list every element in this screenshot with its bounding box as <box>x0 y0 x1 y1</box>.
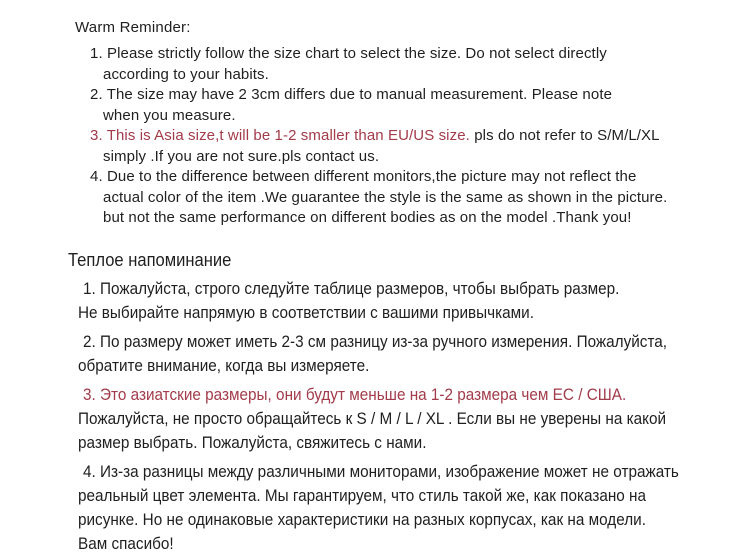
reminder-line: реальный цвет элемента. Мы гарантируем, что стиль такой же, как показано на <box>78 485 647 505</box>
reminder-line: actual color of the item .We guarantee the style is the same as shown in the picture. <box>103 188 668 206</box>
reminder-line: Не выбирайте напрямую в соответствии с вашими привычками. <box>78 302 534 322</box>
reminder-line: рисунке. Но не одинаковые характеристики на разных корпусах, как на модели. <box>78 509 646 529</box>
reminder-line: according to your habits. <box>103 65 269 83</box>
reminder-line: 2. The size may have 2 3cm differs due to manual measurement. Please note <box>90 86 613 103</box>
warm-reminder-russian-section <box>0 249 750 556</box>
warm-reminder-english-section <box>0 18 750 229</box>
reminder-line: размер выбрать. Пожалуйста, свяжитесь с нами. <box>78 432 427 452</box>
asia-size-warning-en: 3. This is Asia size,t will be 1-2 smaller than EU/US size. <box>90 127 470 144</box>
reminder-line: simply .If you are not sure.pls contact us. <box>103 147 380 165</box>
russian-item-3 <box>78 383 750 455</box>
reminder-line: 4. Из-за разницы между различными мониторами, изображение может не отражать <box>83 461 679 481</box>
russian-item-2 <box>78 330 750 378</box>
reminder-line: 1. Пожалуйста, строго следуйте таблице размеров, чтобы выбрать размер. <box>83 278 620 298</box>
reminder-line: 2. По размеру может иметь 2-3 см разницу из-за ручного измерения. Пожалуйста, <box>83 331 668 351</box>
warm-reminder-heading-en: Warm Reminder: <box>75 19 191 36</box>
thank-you-line: Вам спасибо! <box>78 533 174 553</box>
english-item-1 <box>90 44 750 85</box>
english-item-4 <box>90 167 750 229</box>
asia-size-warning-ru: 3. Это азиатские размеры, они будут меньше на 1-2 размера чем ЕС / США. <box>83 384 627 404</box>
russian-item-4 <box>78 460 750 556</box>
reminder-line <box>90 126 750 147</box>
english-item-2 <box>90 85 750 126</box>
reminder-line: обратите внимание, когда вы измеряете. <box>78 355 370 375</box>
reminder-line: Пожалуйста, не просто обращайтесь к S / M / L / XL . Если вы не уверены на какой <box>78 408 667 428</box>
reminder-line: 1. Please strictly follow the size chart to select the size. Do not select directly <box>90 45 607 62</box>
warm-reminder-heading-ru: Теплое напоминание <box>68 249 232 270</box>
reminder-line-continuation: pls do not refer to S/M/L/XL <box>469 127 660 144</box>
english-reminder-list <box>75 44 750 229</box>
russian-reminder-list <box>68 277 750 556</box>
reminder-line: but not the same performance on different bodies as on the model .Thank you! <box>103 209 632 226</box>
russian-item-1 <box>78 277 750 325</box>
reminder-line: when you measure. <box>103 106 236 124</box>
english-item-3 <box>90 126 750 167</box>
reminder-line: 4. Due to the difference between different monitors,the picture may not reflect the <box>90 168 637 185</box>
